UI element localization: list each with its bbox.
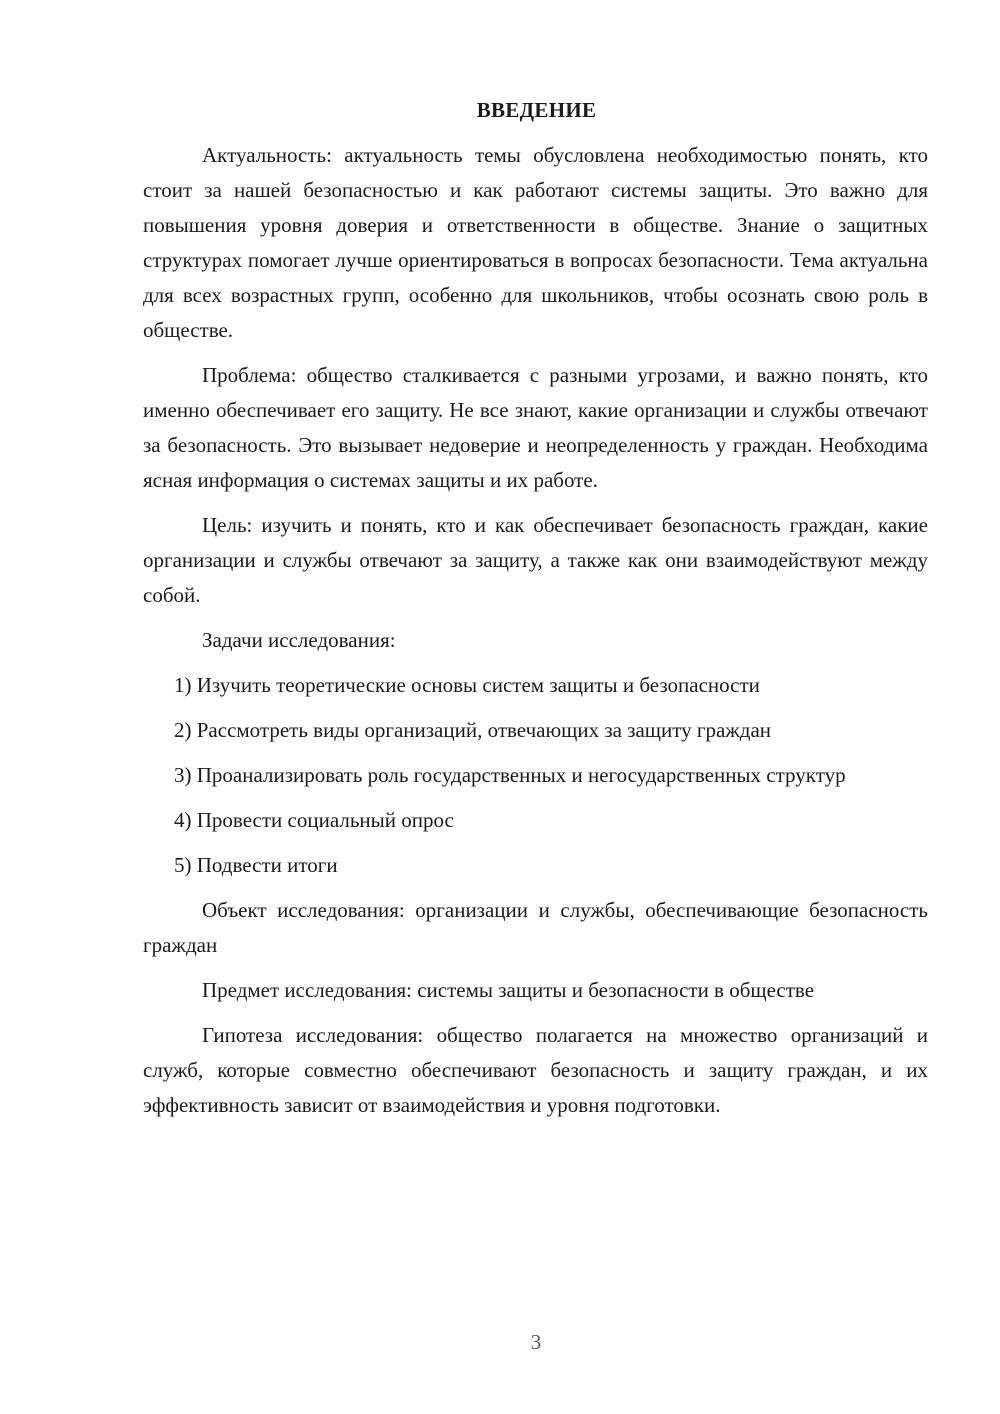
relevance-paragraph: Актуальность: актуальность темы обусловлена необходимостью понять, кто стоит за нашей безопасностью и как работают системы защиты. Это важно для повышения уровня доверия и ответственности в обществе. Знание о защитных структурах помогает лучше ориентироваться в вопросах безопасности. Тема актуальна для всех возрастных групп, особенно для школьников, чтобы осознать свою роль в обществе. xyxy=(143,143,928,342)
research-object-paragraph: Объект исследования: организации и службы, обеспечивающие безопасность граждан xyxy=(143,898,928,957)
section-title: ВВЕДЕНИЕ xyxy=(476,98,597,122)
task-item-2: 2) Рассмотреть виды организаций, отвечающих за защиту граждан xyxy=(174,718,772,742)
page-number: 3 xyxy=(530,1330,542,1354)
research-subject-paragraph: Предмет исследования: системы защиты и безопасности в обществе xyxy=(202,978,815,1002)
problem-paragraph: Проблема: общество сталкивается с разными угрозами, и важно понять, кто именно обеспечивает его защиту. Не все знают, какие организации и службы отвечают за безопасность. Это вызывает недоверие и неопределенность у граждан. Необходима ясная информация о системах защиты и их работе. xyxy=(143,363,928,492)
task-item-5: 5) Подвести итоги xyxy=(174,853,338,877)
task-item-3: 3) Проанализировать роль государственных и негосударственных структур xyxy=(174,763,846,787)
document-body xyxy=(143,93,928,1133)
task-item-1: 1) Изучить теоретические основы систем защиты и безопасности xyxy=(174,673,760,697)
tasks-heading: Задачи исследования: xyxy=(202,628,396,652)
hypothesis-paragraph: Гипотеза исследования: общество полагается на множество организаций и служб, которые совместно обеспечивают безопасность и защиту граждан, и их эффективность зависит от взаимодействия и уровня подготовки. xyxy=(143,1023,928,1117)
task-item-4: 4) Провести социальный опрос xyxy=(174,808,454,832)
goal-paragraph: Цель: изучить и понять, кто и как обеспечивает безопасность граждан, какие организации и службы отвечают за защиту, а также как они взаимодействуют между собой. xyxy=(143,513,928,607)
